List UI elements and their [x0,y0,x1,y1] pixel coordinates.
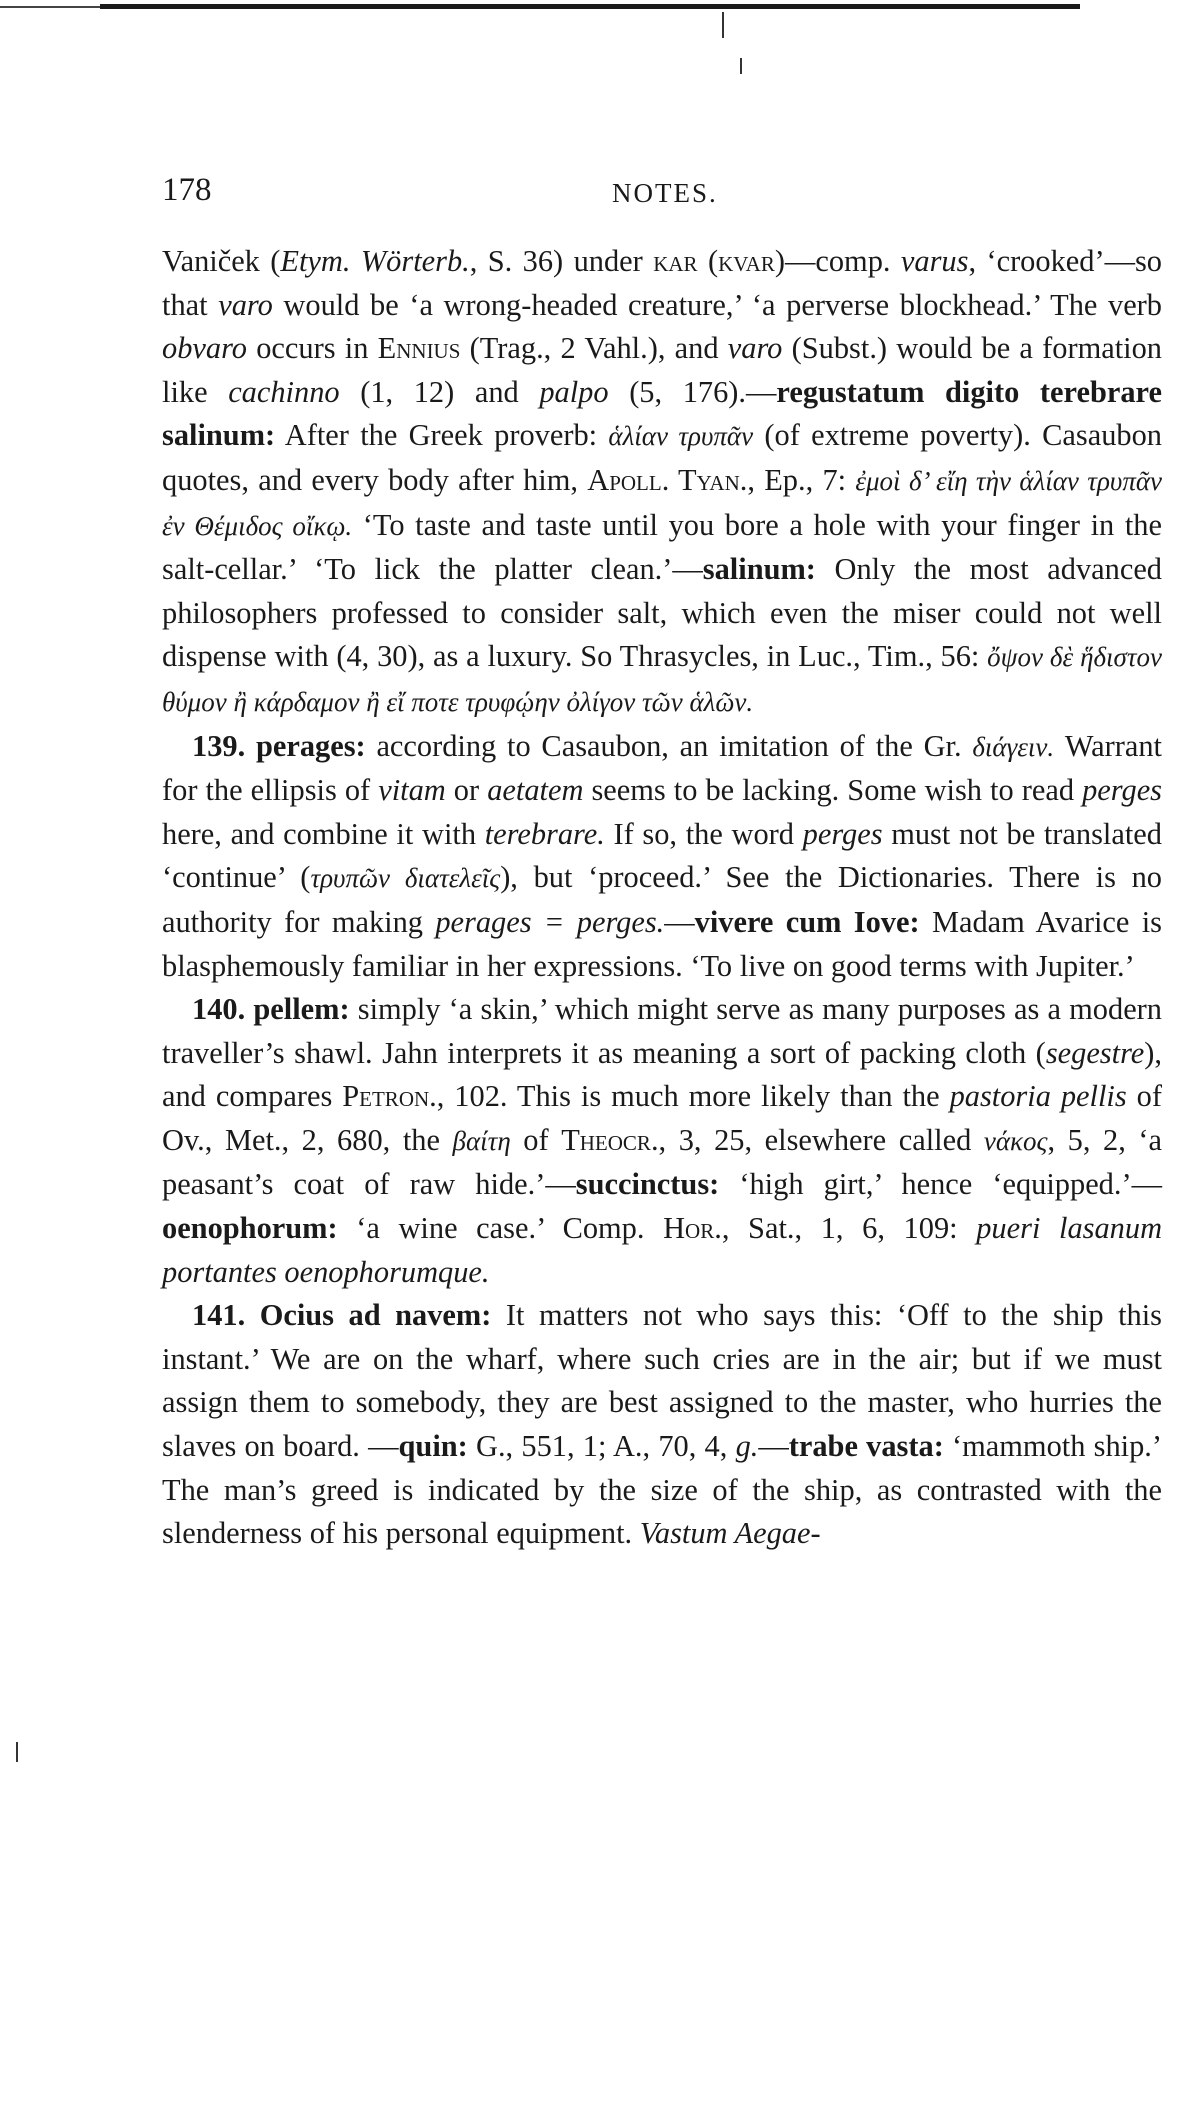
text-run: Warrant for the ellipsis of [162,728,1162,808]
italic-run: Vastum Aegae- [639,1516,821,1551]
running-title: NOTES. [612,178,718,208]
lemma-heading: succinctus: [575,1167,720,1202]
italic-run: palpo [539,374,609,409]
text-run: ‘mammoth ship.’ The man’s greed is indicated by the size of the ship, as contrasted with the slenderness of his personal equipment. [162,1429,1163,1551]
text-run: — [664,904,695,939]
text-run: seems to be lacking. Some wish to read [583,773,1083,808]
lemma-heading: oenophorum: [162,1211,338,1246]
text-run: of [510,1122,562,1157]
italic-run: pastoria pellis [949,1079,1127,1114]
note-paragraph [162,240,1162,725]
text-run: according to Casaubon, an imitation of the Gr. [365,728,973,763]
greek-quotation: ὄψον δὲ ἥδιστον θύμον ἢ κάρδαμον ἢ εἴ ποτε τρυφῴην ὀλίγον τῶν ἁλῶν. [162,642,1162,717]
greek-quotation: διάγειν. [972,731,1055,762]
text-run: ( [697,244,719,278]
text-run: would be ‘a wrong-headed creature,’ ‘a perverse blockhead.’ The verb [272,287,1163,322]
text-run: Only the most advanced philosophers professed to consider salt, which even the miser could not well dispense with (4, 30), as a luxury. So Thrasycles, in Luc., Tim., 56: [162,552,1163,674]
text-run: (1, 12) and [339,374,540,409]
note-paragraph [162,1294,1162,1556]
italic-run: varus [900,244,969,278]
text-run: After the Greek proverb: [275,418,609,453]
lemma-heading: trabe vasta: [788,1429,944,1464]
text-run: ‘a wine case.’ Comp. [337,1211,664,1246]
author-reference: Hor. [663,1211,722,1246]
italic-run: perges [802,816,883,851]
lemma-heading: quin: [398,1429,468,1464]
greek-quotation: ἐμοὶ δ’ εἴη τὴν ἁλίαν τρυπᾶν ἐν Θέμιδος οἴκῳ. [162,465,1163,541]
author-reference: Apoll. Tyan. [587,462,748,497]
text-run: or [445,773,488,808]
author-reference: kvar [718,244,775,278]
italic-run: g. [735,1429,759,1464]
text-run: , 5, 2, ‘a peasant’s coat of raw hide.’— [162,1122,1162,1202]
text-run: must not be translated ‘continue’ ( [162,816,1162,895]
lemma-heading: 139. perages: [192,728,366,763]
author-reference: Petron. [342,1079,437,1114]
text-run: Madam Avarice is blasphemously familiar in her expressions. ‘To live on good terms with Jupiter.’ [162,904,1162,983]
page-number: 178 [162,172,212,208]
text-run: , 3, 25, elsewhere called [658,1122,984,1157]
note-paragraph [162,725,1162,989]
text-run: — [758,1429,789,1464]
italic-run: perages = perges. [435,904,665,939]
text-run: simply ‘a skin,’ which might serve as many purposes as a modern traveller’s shawl. Jahn interprets it as meaning a sort of packing cloth ( [162,992,1162,1070]
greek-quotation: ἁλίαν τρυπᾶν [608,421,754,452]
top-edge-rule [100,4,1080,9]
text-run: G., 551, 1; A., 70, 4, [467,1429,736,1464]
text-run: , S. 36) under [469,244,654,278]
greek-quotation: νάκος [983,1125,1048,1156]
italic-run: vitam [378,773,446,808]
text-run: occurs in [246,331,378,366]
italic-run: pueri lasanum portantes oenophorumque. [162,1211,1163,1289]
text-run: )—comp. [774,244,901,278]
lemma-heading: 140. pellem: [192,992,350,1027]
text-run: (Trag., 2 Vahl.), and [460,331,728,366]
text-run: ‘high girt,’ hence ‘equipped.’— [719,1167,1162,1202]
scan-mark-top [722,12,724,38]
note-paragraph [162,988,1162,1294]
text-run: ), and compares [162,1035,1162,1114]
author-reference: Theocr. [561,1122,659,1157]
top-edge-rule-thin [0,6,100,8]
text-run: , ‘crooked’—so that [162,244,1162,322]
italic-run: terebrare. [484,816,605,851]
text-run: , Sat., 1, 6, 109: [721,1211,977,1246]
text-run: of Ov., Met., 2, 680, the [162,1079,1162,1157]
notes-body [162,240,1162,1556]
greek-quotation: βαίτη [452,1125,511,1156]
text-run: If so, the word [604,816,803,851]
lemma-heading: vivere cum Iove: [694,904,920,939]
text-run: (Subst.) would be a formation like [162,331,1162,409]
running-head [162,172,1162,212]
text-run: , Ep., 7: [747,462,856,497]
italic-run: varo [727,331,783,366]
scan-mark-top-small [740,58,742,74]
text-run: ), but ‘proceed.’ See the Dictionaries. There is no authority for making [162,860,1162,939]
text-run: ‘To taste and taste until you bore a hole with your finger in the salt-cellar.’ ‘To lick the platter clean.’— [162,507,1162,587]
italic-run: cachinno [228,374,340,409]
italic-run: Etym. Wörterb. [280,244,470,278]
greek-quotation: τρυπῶν διατελεῖς [310,863,501,894]
italic-run: aetatem [487,773,584,808]
italic-run: obvaro [162,331,247,366]
text-run: It matters not who says this: ‘Off to the ship this instant.’ We are on the wharf, where such cries are in the air; but if we must assign them to somebody, they are best assigned to the master, who hurries the slaves on board. — [162,1298,1163,1464]
italic-run: varo [218,287,273,322]
text-run: (5, 176).— [608,374,777,409]
text-run: , 102. This is much more likely than the [436,1079,950,1114]
text-run: Vaniček ( [162,244,281,278]
italic-run: perges [1082,773,1163,808]
scan-mark-left-margin [16,1742,18,1762]
author-reference: kar [653,244,698,278]
italic-run: segestre [1045,1035,1145,1070]
text-run: (of extreme poverty). Casaubon quotes, and every body after him, [162,418,1162,497]
text-run: here, and combine it with [162,816,485,851]
lemma-heading: salinum: [702,552,816,587]
lemma-heading: regustatum digito terebrare salinum: [162,374,1162,453]
author-reference: Ennius [377,331,461,366]
lemma-heading: 141. Ocius ad navem: [192,1298,492,1333]
